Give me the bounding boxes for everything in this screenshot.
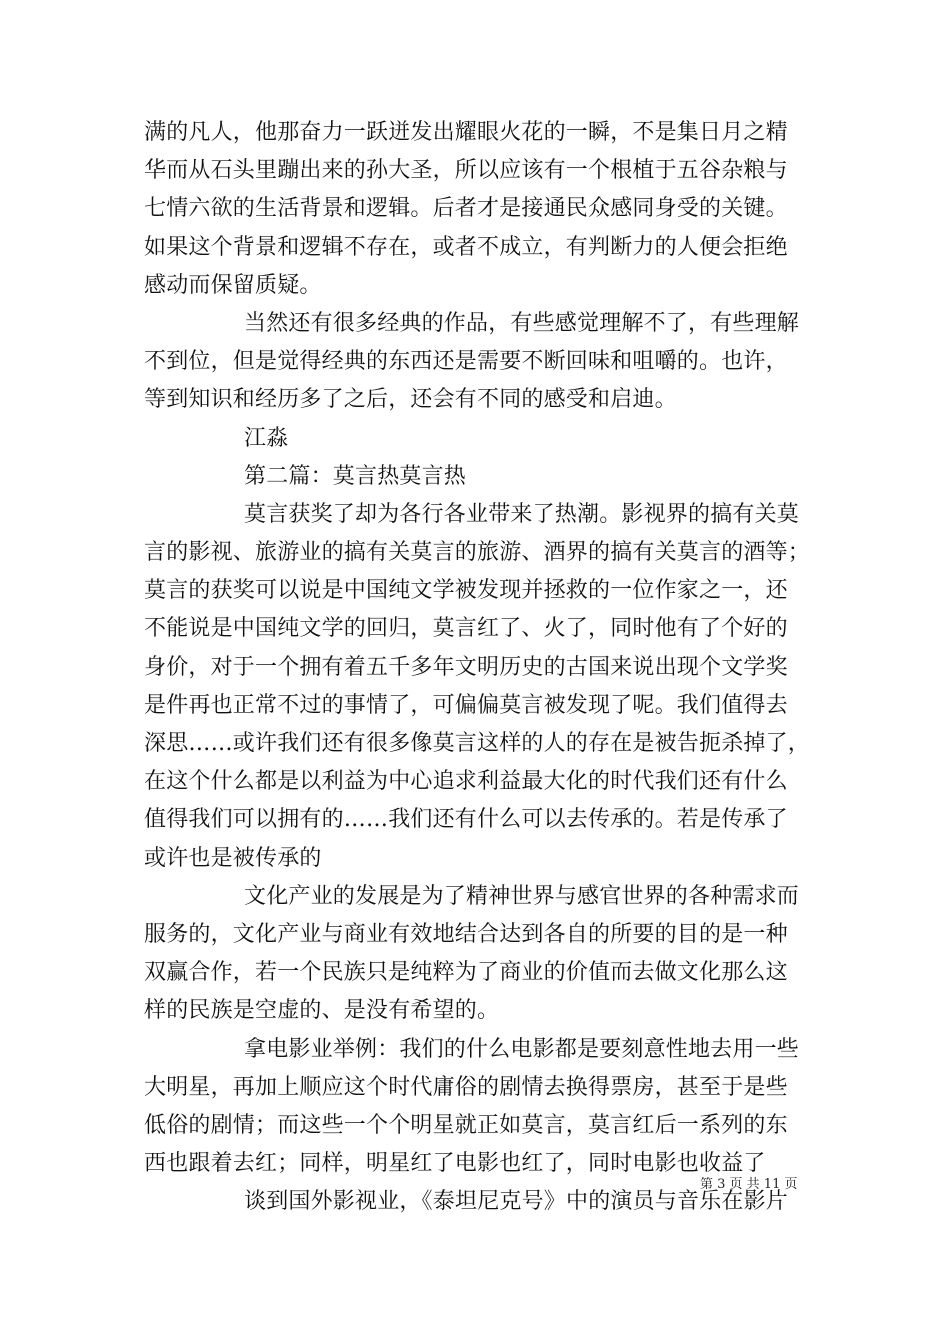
- paragraph: [144, 496, 812, 878]
- text-line: 谈到国外影视业，《泰坦尼克号》中的演员与音乐在影片: [244, 1189, 789, 1215]
- text-line: 莫言获奖了却为各行各业带来了热潮。影视界的搞有关莫: [244, 501, 800, 527]
- text-line: 大明星，再加上顺应这个时代庸俗的剧情去换得票房，甚至于是些: [144, 1074, 788, 1100]
- paragraph: [144, 305, 812, 420]
- paragraph: [144, 1031, 812, 1184]
- text-line: 华而从石头里蹦出来的孙大圣，所以应该有一个根植于五谷杂粮与: [144, 158, 788, 184]
- text-line: 感动而保留质疑。: [144, 272, 322, 298]
- text-line: 在这个什么都是以利益为中心追求利益最大化的时代我们还有什么: [144, 769, 788, 795]
- text-line: 服务的，文化产业与商业有效地结合达到各自的所要的目的是一种: [144, 921, 788, 947]
- text-line: 第二篇：莫言热莫言热: [244, 463, 467, 489]
- text-line: 文化产业的发展是为了精神世界与感官世界的各种需求而: [244, 883, 800, 909]
- text-line: 江淼: [244, 425, 289, 451]
- document-body: [144, 114, 812, 1221]
- text-line: 值得我们可以拥有的……我们还有什么可以去传承的。若是传承了: [144, 807, 788, 833]
- text-line: 拿电影业举例：我们的什么电影都是要刻意性地去用一些: [244, 1036, 800, 1062]
- page-number: 第 3 页 共 11 页: [700, 1177, 798, 1192]
- text-line: 是件再也正常不过的事情了，可偏偏莫言被发现了呢。我们值得去: [144, 692, 788, 718]
- text-line: 双赢合作，若一个民族只是纯粹为了商业的价值而去做文化那么这: [144, 960, 788, 986]
- text-line: 低俗的剧情；而这些一个个明星就正如莫言，莫言红后一系列的东: [144, 1112, 788, 1138]
- text-line: 西也跟着去红；同样，明星红了电影也红了，同时电影也收益了: [144, 1151, 766, 1177]
- text-line: 莫言的获奖可以说是中国纯文学被发现并拯救的一位作家之一，还: [144, 578, 788, 604]
- text-line: 不到位，但是觉得经典的东西还是需要不断回味和咀嚼的。也许，: [144, 349, 788, 375]
- text-line: 七情六欲的生活背景和逻辑。后者才是接通民众感同身受的关键。: [144, 196, 788, 222]
- text-line: 当然还有很多经典的作品，有些感觉理解不了，有些理解: [244, 310, 800, 336]
- text-line: 身价，对于一个拥有着五千多年文明历史的古国来说出现个文学奖: [144, 654, 788, 680]
- paragraph: [144, 420, 812, 458]
- text-line: 等到知识和经历多了之后，还会有不同的感受和启迪。: [144, 387, 677, 413]
- text-line: 或许也是被传承的: [144, 845, 322, 871]
- paragraph: [144, 458, 812, 496]
- text-line: 满的凡人，他那奋力一跃迸发出耀眼火花的一瞬，不是集日月之精: [144, 120, 788, 145]
- paragraph: [144, 114, 812, 305]
- paragraph: [144, 878, 812, 1031]
- text-line: 言的影视、旅游业的搞有关莫言的旅游、酒界的搞有关莫言的酒等；: [144, 540, 811, 566]
- text-line: 不能说是中国纯文学的回归，莫言红了、火了，同时他有了个好的: [144, 616, 788, 642]
- text-line: 如果这个背景和逻辑不存在，或者不成立，有判断力的人便会拒绝: [144, 234, 788, 260]
- text-line: 样的民族是空虚的、是没有希望的。: [144, 998, 500, 1024]
- text-line: 深思……或许我们还有很多像莫言这样的人的存在是被告扼杀掉了，: [144, 731, 811, 756]
